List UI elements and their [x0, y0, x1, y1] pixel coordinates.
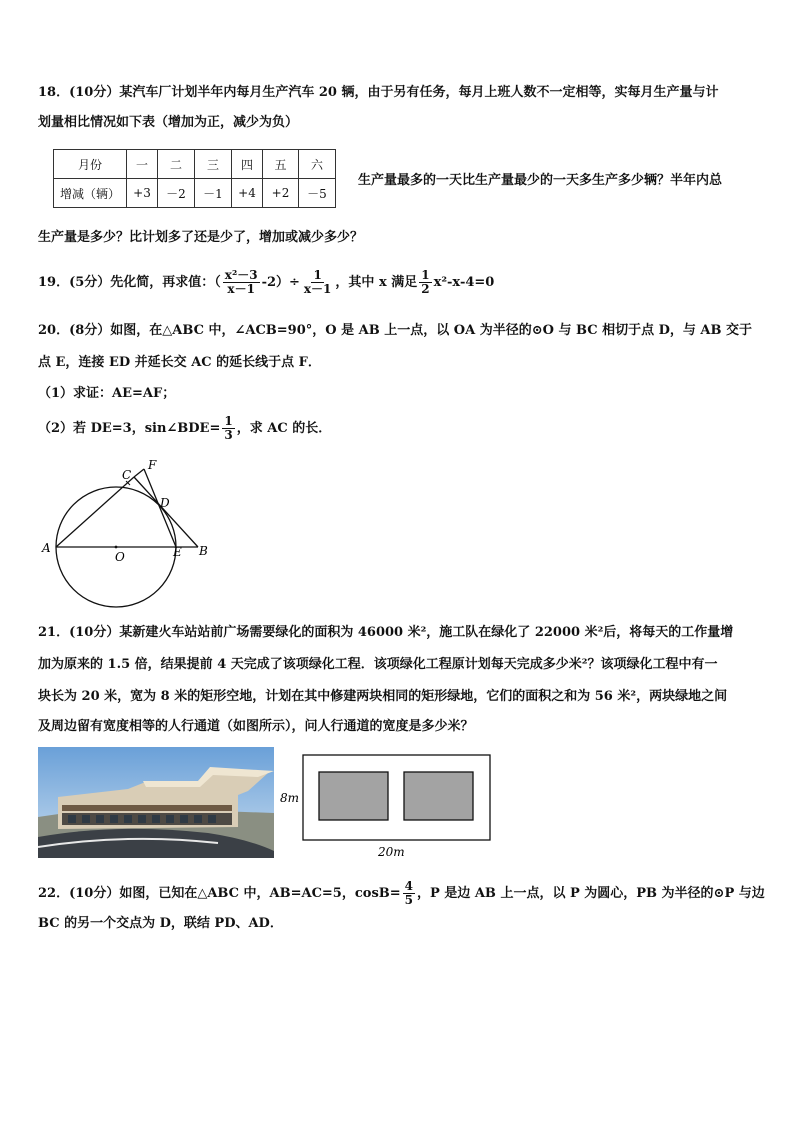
- q20-part2-suffix: ，求 AC 的长．: [236, 421, 332, 436]
- fraction-denominator: x－1: [303, 282, 332, 296]
- table-cell: +4: [232, 179, 263, 208]
- q21-diagram: [276, 752, 496, 860]
- label-f: F: [148, 458, 157, 472]
- q19-mid2: ，其中 x 满足: [335, 275, 418, 290]
- fraction-numerator: 4: [404, 879, 414, 893]
- q19-fraction-1: [223, 269, 260, 296]
- label-b: B: [199, 544, 208, 558]
- q18-table: [53, 149, 336, 208]
- q18-line3: 生产量最多的一天比生产量最少的一天多生产多少辆？半年内总: [358, 173, 723, 188]
- q20-part1: （1）求证：AE=AF；: [38, 386, 176, 401]
- q20-line2: 点 E，连接 ED 并延长交 AC 的延长线于点 F．: [38, 355, 321, 370]
- green-area-left: [319, 772, 388, 820]
- q20-figure: [38, 455, 218, 610]
- label-width: 20m: [378, 845, 405, 859]
- fraction-numerator: 1: [224, 414, 233, 428]
- table-row: [54, 179, 336, 208]
- fraction-numerator: x²－3: [224, 268, 258, 282]
- q20-part2: [38, 412, 331, 446]
- point-o: [115, 546, 118, 549]
- table-cell: 一: [127, 150, 158, 179]
- q21-line2: 加为原来的 1.5 倍，结果提前 4 天完成了该项绿化工程．该项绿化工程原计划每天完成多少米²？该项绿化工程中有一: [38, 657, 718, 672]
- table-row: [54, 150, 336, 179]
- table-cell: 月份: [54, 150, 127, 179]
- fraction-denominator: 3: [224, 428, 233, 442]
- table-cell: +3: [127, 179, 158, 208]
- fraction-denominator: 5: [404, 893, 414, 907]
- q18-line2: 划量相比情况如下表（增加为正，减少为负）: [38, 115, 299, 130]
- train-station-photo: [38, 747, 274, 858]
- fraction-denominator: 2: [421, 282, 430, 296]
- table-cell: 二: [158, 150, 195, 179]
- q22-line1: [38, 876, 765, 912]
- label-height: 8m: [280, 791, 300, 805]
- label-d: D: [160, 496, 170, 510]
- q19-line: [38, 268, 494, 298]
- q20-part2-prefix: （2）若 DE=3，sin∠BDE=: [38, 421, 221, 436]
- table-cell: 三: [195, 150, 232, 179]
- q22-line2: BC 的另一个交点为 D，联结 PD、AD．: [38, 916, 283, 931]
- q22-fraction: [403, 880, 415, 907]
- green-area-right: [404, 772, 473, 820]
- label-e: E: [173, 545, 182, 559]
- q20-line1: 20．(8分）如图，在△ABC 中，∠ACB=90°，O 是 AB 上一点，以 OA 为半径的⊙O 与 BC 相切于点 D，与 AB 交于: [38, 323, 753, 338]
- label-c: C: [122, 468, 132, 482]
- q19-suffix: x²-x-4=0: [433, 275, 495, 290]
- q18-line1: 18．(10分）某汽车厂计划半年内每月生产汽车 20 辆，由于另有任务，每月上班人数不一定相等，实每月生产量与计: [38, 85, 719, 100]
- fraction-numerator: 1: [313, 268, 322, 282]
- q19-prefix: 19．(5分）先化简，再求值：（: [38, 275, 221, 290]
- q21-line3: 块长为 20 米，宽为 8 米的矩形空地，计划在其中修建两块相同的矩形绿地，它们的面积之和为 56 米²，两块绿地之间: [38, 689, 728, 704]
- segment-cb: [134, 477, 198, 547]
- table-cell: 增减（辆）: [54, 179, 127, 208]
- q21-line1: 21．(10分）某新建火车站站前广场需要绿化的面积为 46000 米²，施工队在绿化了 22000 米²后，将每天的工作量增: [38, 625, 734, 640]
- table-cell: 六: [299, 150, 336, 179]
- q19-mid1: -2）÷: [261, 275, 300, 290]
- q18-line4: 生产量是多少？比计划多了还是少了，增加或减少多少？: [38, 230, 364, 245]
- table-cell: －1: [195, 179, 232, 208]
- q22-prefix: 22．(10分）如图，已知在△ABC 中，AB=AC=5，cosB=: [38, 886, 401, 901]
- fraction-numerator: 1: [421, 268, 430, 282]
- label-a: A: [42, 541, 51, 555]
- label-o: O: [115, 550, 125, 564]
- segment-cf: [134, 469, 144, 477]
- q19-fraction-2: [302, 269, 334, 296]
- table-cell: －5: [299, 179, 336, 208]
- fraction-denominator: x－1: [227, 282, 255, 296]
- table-cell: －2: [158, 179, 195, 208]
- q19-fraction-3: [419, 269, 431, 296]
- q20-fraction: [222, 415, 234, 442]
- table-cell: 四: [232, 150, 263, 179]
- table-cell: +2: [263, 179, 299, 208]
- q22-suffix: ，P 是边 AB 上一点，以 P 为圆心，PB 为半径的⊙P 与边: [417, 886, 765, 901]
- q21-line4: 及周边留有宽度相等的人行通道（如图所示），问人行通道的宽度是多少米？: [38, 719, 474, 734]
- table-cell: 五: [263, 150, 299, 179]
